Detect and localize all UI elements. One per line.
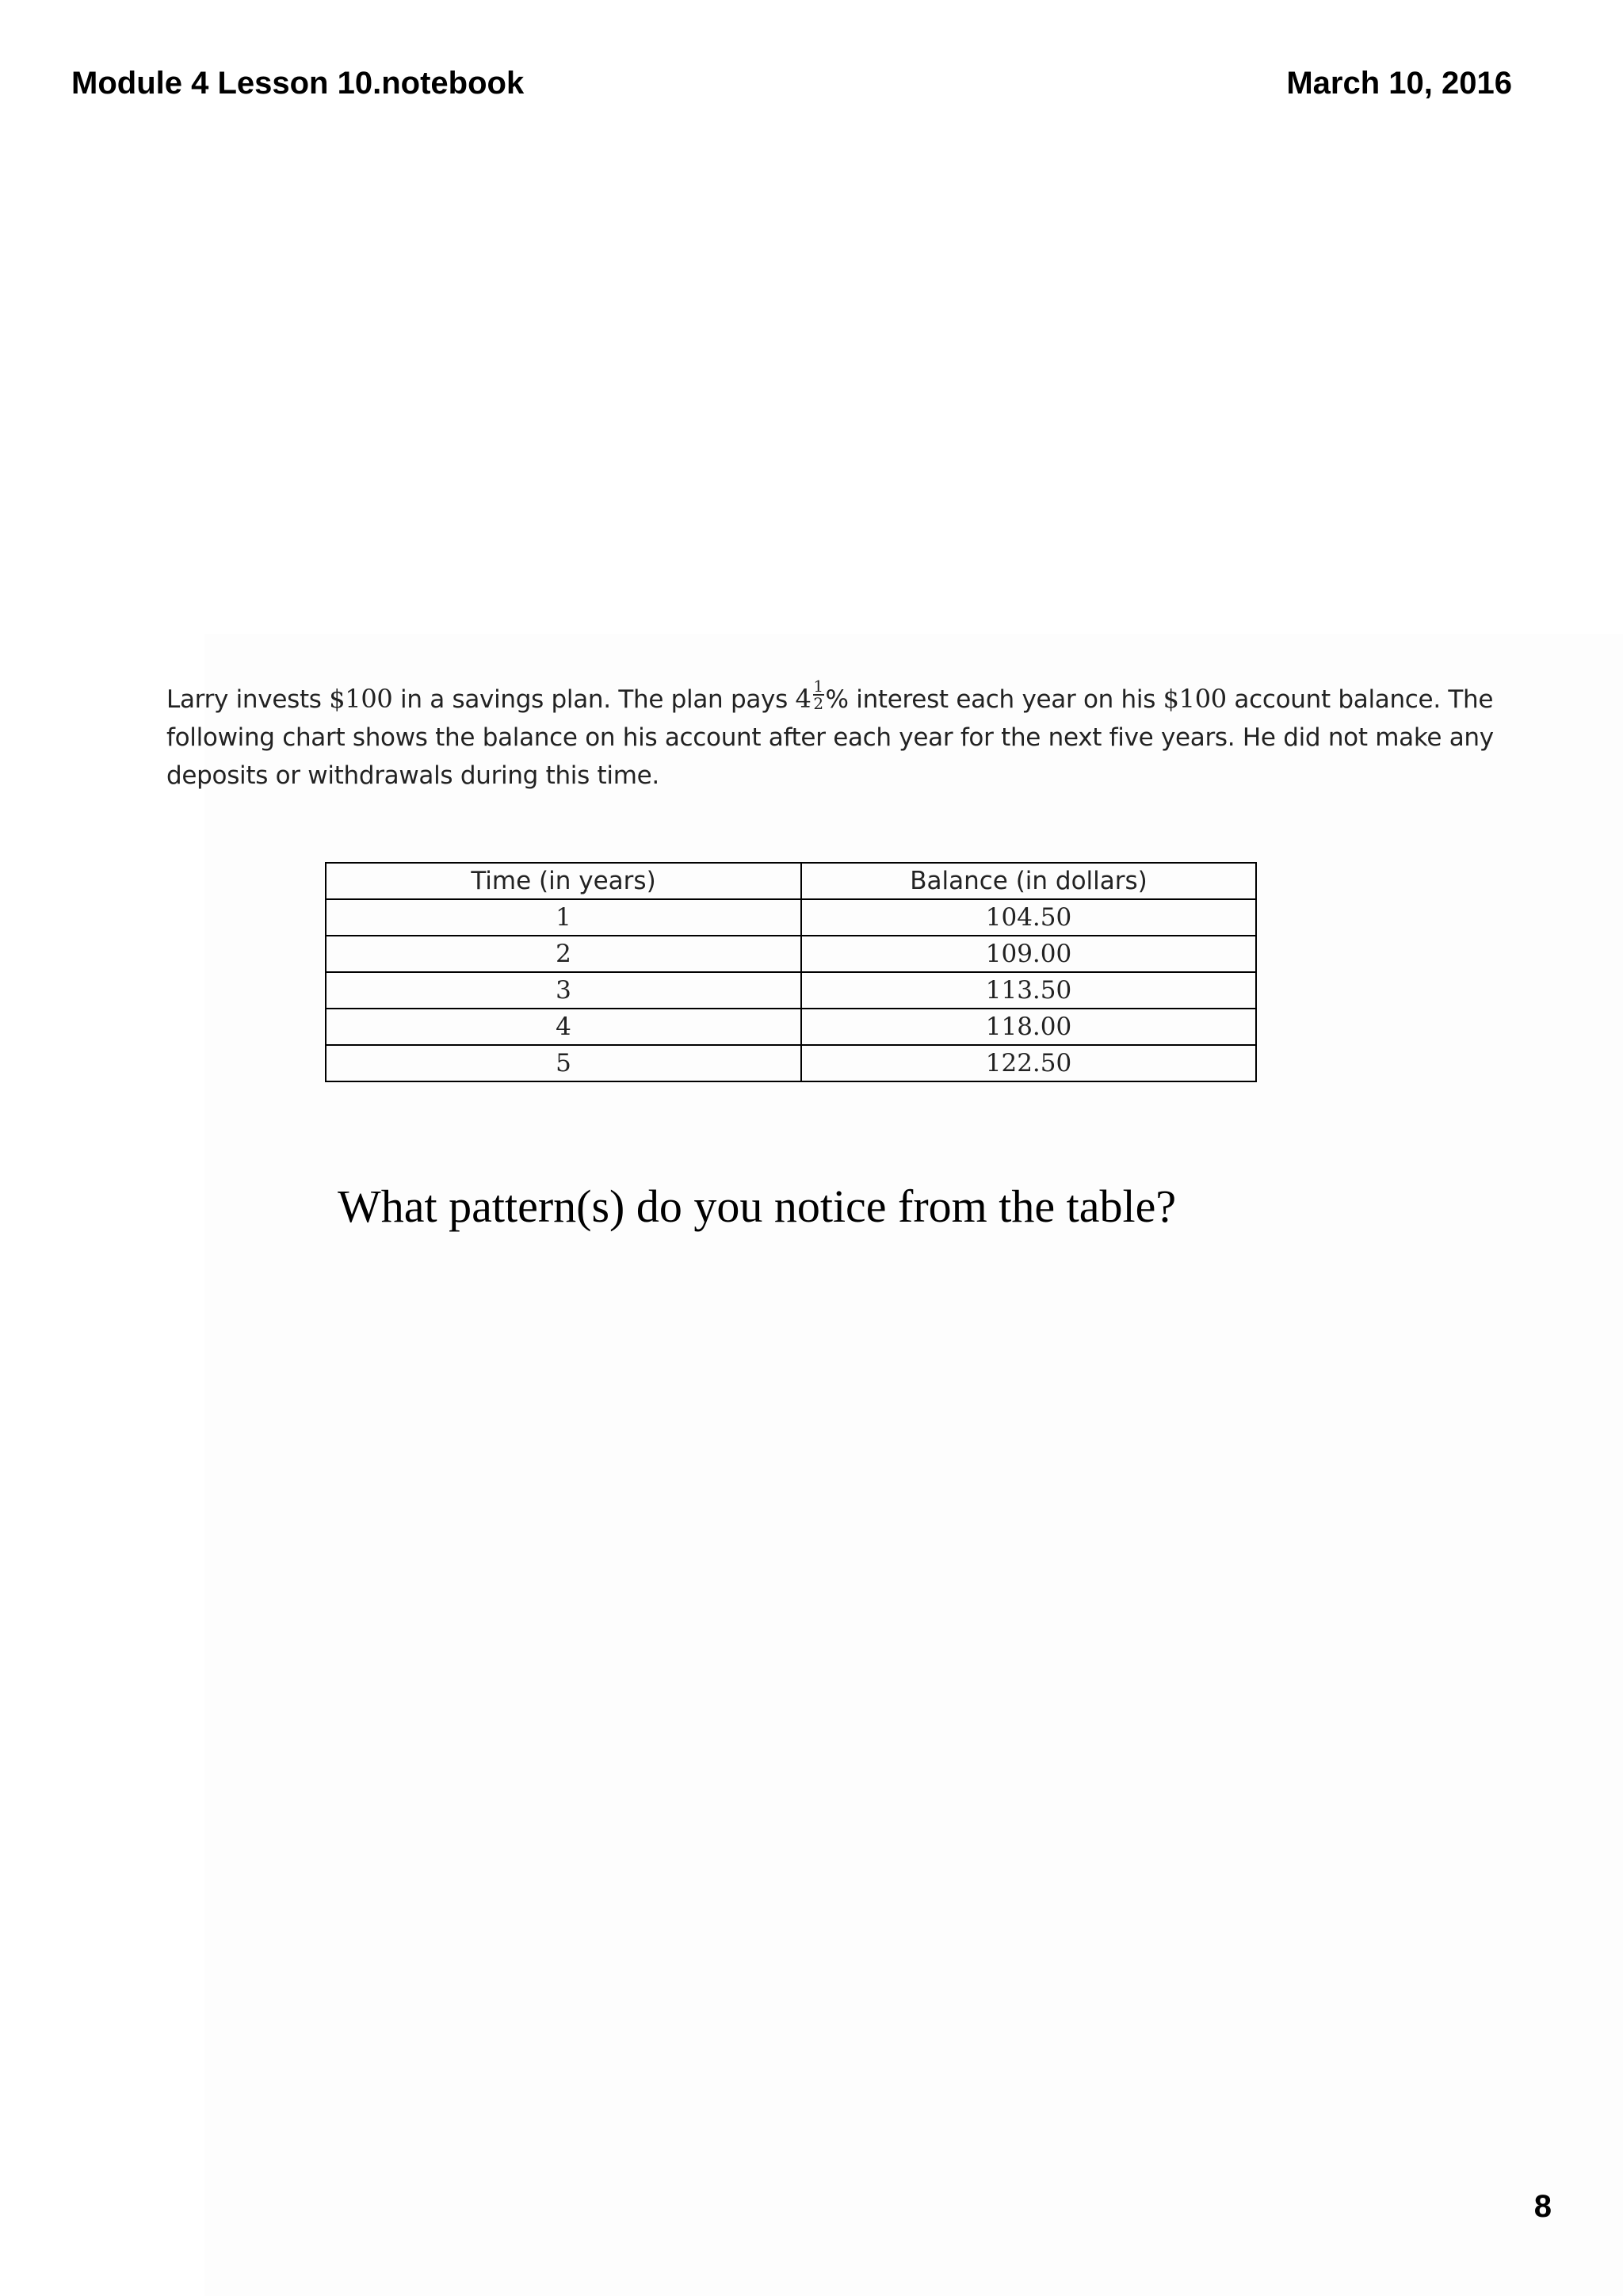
problem-text-part2: in a savings plan. The plan pays xyxy=(392,685,796,714)
amount-initial: $100 xyxy=(329,684,393,714)
table-row xyxy=(326,936,1256,972)
table-row xyxy=(326,1009,1256,1045)
balance-cell: 104.50 xyxy=(801,899,1256,936)
balance-cell: 122.50 xyxy=(801,1045,1256,1081)
rate-whole: 4 xyxy=(795,684,812,714)
problem-text xyxy=(166,676,1514,795)
balance-cell: 118.00 xyxy=(801,1009,1256,1045)
problem-text-part4: account balance. The following chart shows the balance on his account after each year for the next five years. He did not make any deposits or withdrawals during this time. xyxy=(166,685,1494,790)
balance-table xyxy=(325,862,1257,1082)
notebook-title: Module 4 Lesson 10.notebook xyxy=(71,66,525,101)
table-row xyxy=(326,1045,1256,1081)
column-header-balance: Balance (in dollars) xyxy=(801,863,1256,899)
time-cell: 3 xyxy=(326,972,801,1009)
time-cell: 1 xyxy=(326,899,801,936)
page-number: 8 xyxy=(1533,2189,1552,2224)
rate-denominator: 2 xyxy=(813,693,823,713)
problem-text-part1: Larry invests xyxy=(166,685,330,714)
table-row xyxy=(326,899,1256,936)
table-row xyxy=(326,972,1256,1009)
notebook-date: March 10, 2016 xyxy=(1286,66,1512,101)
time-cell: 5 xyxy=(326,1045,801,1081)
rate-numerator: 1 xyxy=(813,676,823,696)
balance-cell: 109.00 xyxy=(801,936,1256,972)
time-cell: 4 xyxy=(326,1009,801,1045)
rate-fraction xyxy=(813,678,824,711)
column-header-time: Time (in years) xyxy=(326,863,801,899)
problem-text-part3: % interest each year on his xyxy=(825,685,1163,714)
balance-cell: 113.50 xyxy=(801,972,1256,1009)
amount-balance: $100 xyxy=(1163,684,1227,714)
table-header-row xyxy=(326,863,1256,899)
question-text: What pattern(s) do you notice from the table? xyxy=(338,1180,1177,1232)
time-cell: 2 xyxy=(326,936,801,972)
